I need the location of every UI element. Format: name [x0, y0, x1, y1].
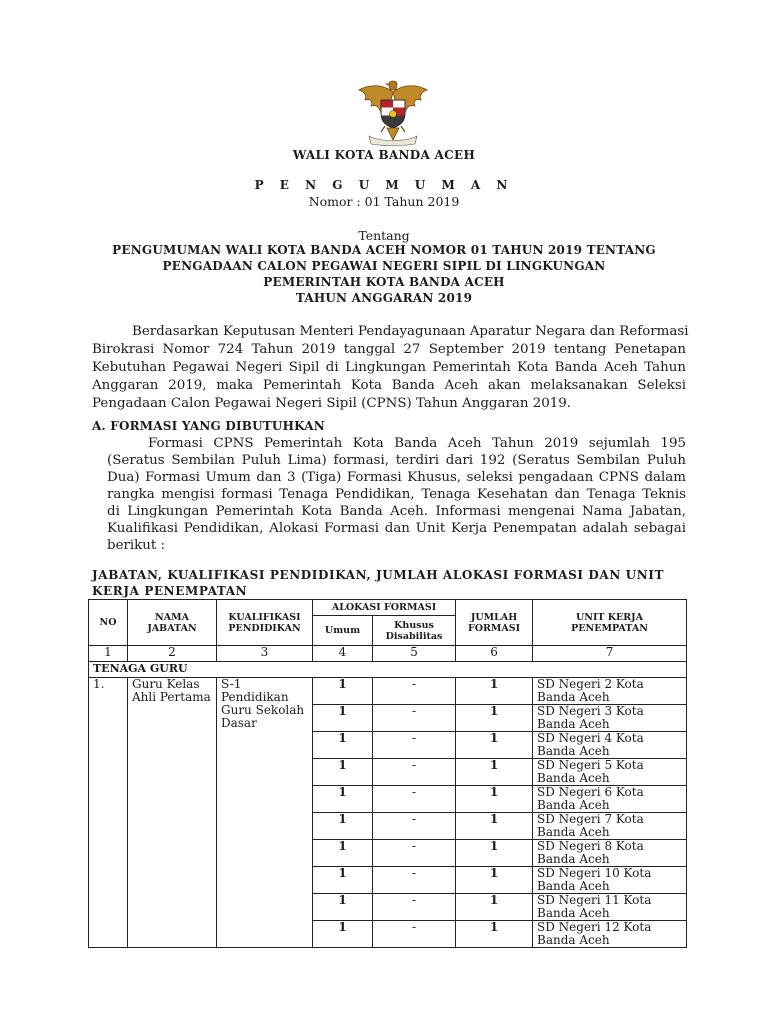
garuda-emblem-icon [355, 78, 431, 146]
column-number: 2 [128, 646, 217, 662]
subject-title-line: TAHUN ANGGARAN 2019 [295, 291, 473, 305]
cell-unit [533, 705, 687, 732]
cell-khusus: - [373, 732, 456, 759]
cell-umum: 1 [313, 759, 373, 786]
table-row [89, 678, 687, 705]
column-number: 7 [533, 646, 687, 662]
unit-line: Banda Aceh [537, 852, 610, 866]
header-kualifikasi: KUALIFIKASI PENDIDIKAN [217, 600, 313, 646]
section-a-line: Kualifikasi Pendidikan, Alokasi Formasi dan Unit Kerja Penempatan adalah sebagai [107, 521, 686, 536]
cell-unit [533, 678, 687, 705]
item-no: 1. [89, 678, 128, 948]
unit-line: Banda Aceh [537, 717, 610, 731]
unit-line: Banda Aceh [537, 906, 610, 920]
cell-umum: 1 [313, 867, 373, 894]
unit-line: Banda Aceh [537, 771, 610, 785]
unit-line: SD Negeri 5 Kota [537, 758, 644, 772]
cell-khusus: - [373, 678, 456, 705]
cell-jumlah: 1 [456, 705, 533, 732]
cell-unit [533, 921, 687, 948]
unit-line: SD Negeri 12 Kota [537, 920, 652, 934]
header-alokasi: ALOKASI FORMASI [313, 600, 456, 616]
cell-jumlah: 1 [456, 813, 533, 840]
cell-jumlah: 1 [456, 759, 533, 786]
table-title-line: KERJA PENEMPATAN [92, 584, 248, 598]
cell-jumlah: 1 [456, 921, 533, 948]
column-number: 6 [456, 646, 533, 662]
unit-line: SD Negeri 3 Kota [537, 704, 644, 718]
cell-umum: 1 [313, 678, 373, 705]
section-a-line: (Seratus Sembilan Puluh Lima) formasi, terdiri dari 192 (Seratus Sembilan Puluh [107, 453, 686, 468]
cell-umum: 1 [313, 786, 373, 813]
header-umum: Umum [313, 616, 373, 646]
cell-khusus: - [373, 759, 456, 786]
cell-unit [533, 894, 687, 921]
cell-jumlah: 1 [456, 732, 533, 759]
cell-jumlah: 1 [456, 894, 533, 921]
unit-line: Banda Aceh [537, 879, 610, 893]
section-a-heading: A. FORMASI YANG DIBUTUHKAN [92, 419, 325, 433]
column-number: 1 [89, 646, 128, 662]
cell-khusus: - [373, 894, 456, 921]
section-a-line: rangka mengisi formasi Tenaga Pendidikan, Tenaga Kesehatan dan Tenaga Teknis [107, 487, 686, 502]
cell-unit [533, 867, 687, 894]
cell-khusus: - [373, 921, 456, 948]
subject-title-line: PENGADAAN CALON PEGAWAI NEGERI SIPIL DI LINGKUNGAN [162, 259, 606, 273]
cell-jumlah: 1 [456, 786, 533, 813]
cell-unit [533, 840, 687, 867]
cell-jumlah: 1 [456, 840, 533, 867]
intro-line: Berdasarkan Keputusan Menteri Pendayagunaan Aparatur Negara dan Reformasi [132, 324, 689, 339]
unit-line: SD Negeri 11 Kota [537, 893, 652, 907]
section-a-line: Formasi CPNS Pemerintah Kota Banda Aceh Tahun 2019 sejumlah 195 [148, 436, 686, 451]
unit-line: Banda Aceh [537, 933, 610, 947]
cell-unit [533, 813, 687, 840]
unit-line: Banda Aceh [537, 744, 610, 758]
cell-khusus: - [373, 705, 456, 732]
item-kualifikasi: S-1 Pendidikan Guru Sekolah Dasar [217, 678, 313, 948]
unit-line: SD Negeri 10 Kota [537, 866, 652, 880]
cell-jumlah: 1 [456, 678, 533, 705]
cell-umum: 1 [313, 894, 373, 921]
cell-khusus: - [373, 786, 456, 813]
intro-line: Kebutuhan Pegawai Negeri Sipil di Lingkungan Pemerintah Kota Banda Aceh Tahun [92, 360, 686, 375]
unit-line: SD Negeri 8 Kota [537, 839, 644, 853]
cell-unit [533, 759, 687, 786]
intro-line: Birokrasi Nomor 724 Tahun 2019 tanggal 27 September 2019 tentang Penetapan [92, 342, 686, 357]
column-number: 4 [313, 646, 373, 662]
document-number: Nomor : 01 Tahun 2019 [308, 194, 460, 209]
group-row [89, 662, 687, 678]
intro-line: Pengadaan Calon Pegawai Negeri Sipil (CPNS) Tahun Anggaran 2019. [92, 396, 572, 411]
column-number: 5 [373, 646, 456, 662]
header-khusus: Khusus Disabilitas [373, 616, 456, 646]
cell-umum: 1 [313, 921, 373, 948]
header-jumlah: JUMLAH FORMASI [456, 600, 533, 646]
intro-line: Anggaran 2019, maka Pemerintah Kota Banda Aceh akan melaksanakan Seleksi [92, 378, 686, 393]
group-label: TENAGA GURU [89, 662, 687, 678]
item-jabatan: Guru Kelas Ahli Pertama [128, 678, 217, 948]
column-number-row [89, 646, 687, 662]
cell-umum: 1 [313, 705, 373, 732]
subject-title-line: PEMERINTAH KOTA BANDA ACEH [263, 275, 505, 289]
unit-line: Banda Aceh [537, 825, 610, 839]
unit-line: Banda Aceh [537, 798, 610, 812]
cell-khusus: - [373, 840, 456, 867]
unit-line: SD Negeri 7 Kota [537, 812, 644, 826]
header-nama-jabatan: NAMA JABATAN [128, 600, 217, 646]
cell-unit [533, 786, 687, 813]
section-a-line: di Lingkungan Pemerintah Kota Banda Aceh. Informasi mengenai Nama Jabatan, [107, 504, 686, 519]
unit-line: SD Negeri 4 Kota [537, 731, 644, 745]
document-type: P E N G U M U M A N [254, 178, 514, 192]
cell-umum: 1 [313, 840, 373, 867]
section-a-line: berikut : [107, 538, 166, 553]
table-title-line: JABATAN, KUALIFIKASI PENDIDIKAN, JUMLAH ALOKASI FORMASI DAN UNIT [92, 568, 665, 582]
cell-unit [533, 732, 687, 759]
section-a-line: Dua) Formasi Umum dan 3 (Tiga) Formasi Khusus, seleksi pengadaan CPNS dalam [107, 470, 686, 485]
header-no: NO [89, 600, 128, 646]
header-unit: UNIT KERJA PENEMPATAN [533, 600, 687, 646]
unit-line: SD Negeri 2 Kota [537, 677, 644, 691]
cell-jumlah: 1 [456, 867, 533, 894]
unit-line: SD Negeri 6 Kota [537, 785, 644, 799]
unit-line: Banda Aceh [537, 690, 610, 704]
formation-table [88, 599, 687, 948]
cell-khusus: - [373, 867, 456, 894]
subject-label: Tentang [358, 228, 410, 243]
office-title: WALI KOTA BANDA ACEH [292, 148, 476, 162]
cell-khusus: - [373, 813, 456, 840]
cell-umum: 1 [313, 813, 373, 840]
column-number: 3 [217, 646, 313, 662]
cell-umum: 1 [313, 732, 373, 759]
subject-title-line: PENGUMUMAN WALI KOTA BANDA ACEH NOMOR 01 TAHUN 2019 TENTANG [112, 243, 656, 257]
